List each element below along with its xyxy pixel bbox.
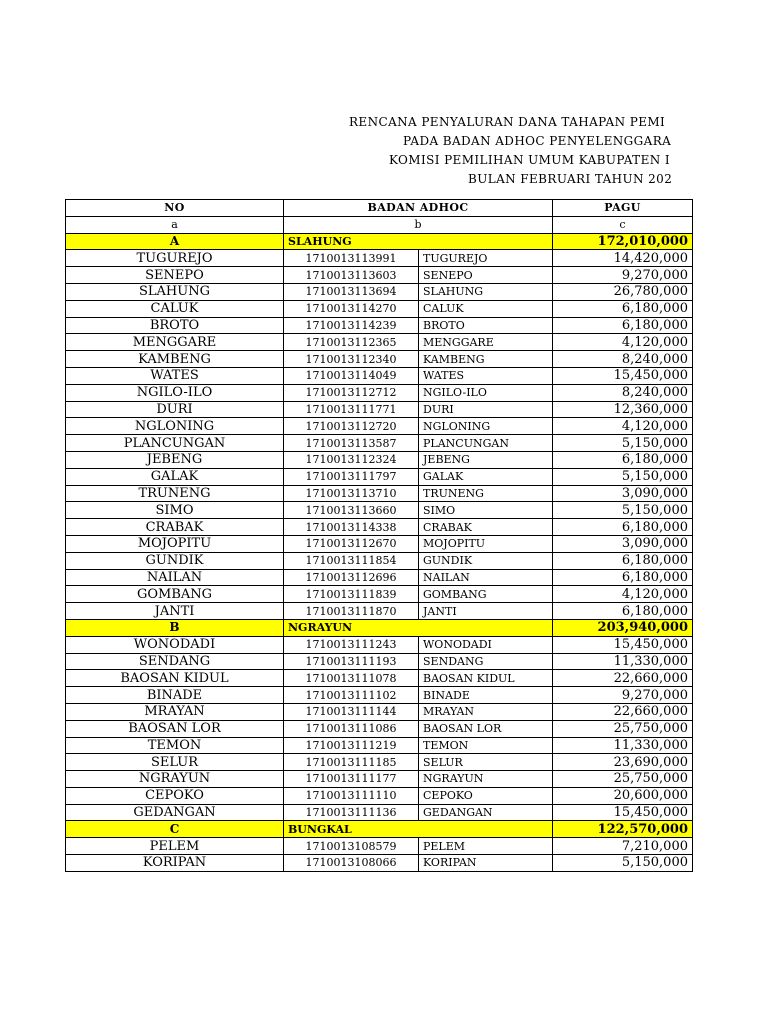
table-row: [66, 418, 693, 435]
row-name: KORIPAN: [419, 855, 553, 872]
table-row: [66, 804, 693, 821]
row-label: CRABAK: [66, 519, 284, 536]
row-label: SENEPO: [66, 267, 284, 284]
row-name: PLANCUNGAN: [419, 435, 553, 452]
row-code: 1710013111797: [284, 468, 419, 485]
row-name: SENDANG: [419, 653, 553, 670]
row-pagu: 22,660,000: [553, 670, 693, 687]
row-pagu: 12,360,000: [553, 401, 693, 418]
table-row: [66, 855, 693, 872]
row-pagu: 14,420,000: [553, 250, 693, 267]
row-code: 1710013114049: [284, 367, 419, 384]
document-title: [300, 113, 768, 189]
table-row: [66, 720, 693, 737]
section-row: [66, 619, 693, 636]
distribution-table: [65, 199, 693, 872]
row-name: NAILAN: [419, 569, 553, 586]
row-label: SELUR: [66, 754, 284, 771]
table-row: [66, 485, 693, 502]
row-name: WATES: [419, 367, 553, 384]
row-label: GEDANGAN: [66, 804, 284, 821]
row-name: BAOSAN KIDUL: [419, 670, 553, 687]
row-code: 1710013111771: [284, 401, 419, 418]
row-label: CEPOKO: [66, 787, 284, 804]
row-label: GALAK: [66, 468, 284, 485]
row-code: 1710013111854: [284, 552, 419, 569]
row-name: NGILO-ILO: [419, 384, 553, 401]
row-code: 1710013114338: [284, 519, 419, 536]
row-pagu: 4,120,000: [553, 418, 693, 435]
row-code: 1710013113587: [284, 435, 419, 452]
table-row: [66, 468, 693, 485]
row-name: SELUR: [419, 754, 553, 771]
row-code: 1710013113660: [284, 502, 419, 519]
row-code: 1710013112324: [284, 451, 419, 468]
row-pagu: 5,150,000: [553, 468, 693, 485]
row-label: WONODADI: [66, 636, 284, 653]
table-row: [66, 586, 693, 603]
row-name: GOMBANG: [419, 586, 553, 603]
row-label: PELEM: [66, 838, 284, 855]
title-line-1: RENCANA PENYALURAN DANA TAHAPAN PEMI: [349, 115, 666, 129]
row-label: SLAHUNG: [66, 283, 284, 300]
row-name: JEBENG: [419, 451, 553, 468]
row-label: MRAYAN: [66, 703, 284, 720]
row-code: 1710013114239: [284, 317, 419, 334]
row-name: WONODADI: [419, 636, 553, 653]
row-code: 1710013111839: [284, 586, 419, 603]
row-code: 1710013108066: [284, 855, 419, 872]
row-label: DURI: [66, 401, 284, 418]
table-row: [66, 317, 693, 334]
row-name: GALAK: [419, 468, 553, 485]
row-pagu: 5,150,000: [553, 502, 693, 519]
row-code: 1710013111136: [284, 804, 419, 821]
row-code: 1710013112696: [284, 569, 419, 586]
row-label: SIMO: [66, 502, 284, 519]
row-label: PLANCUNGAN: [66, 435, 284, 452]
row-name: NGRAYUN: [419, 771, 553, 788]
row-label: WATES: [66, 367, 284, 384]
row-pagu: 20,600,000: [553, 787, 693, 804]
row-label: JEBENG: [66, 451, 284, 468]
row-code: 1710013111102: [284, 687, 419, 704]
row-name: MRAYAN: [419, 703, 553, 720]
row-label: TEMON: [66, 737, 284, 754]
row-name: TRUNENG: [419, 485, 553, 502]
row-pagu: 9,270,000: [553, 687, 693, 704]
row-name: BROTO: [419, 317, 553, 334]
row-pagu: 25,750,000: [553, 771, 693, 788]
section-name: SLAHUNG: [284, 233, 553, 250]
row-label: SENDANG: [66, 653, 284, 670]
table-row: [66, 267, 693, 284]
section-row: [66, 821, 693, 838]
row-name: JANTI: [419, 603, 553, 620]
table-row: [66, 653, 693, 670]
row-label: TRUNENG: [66, 485, 284, 502]
row-name: CALUK: [419, 300, 553, 317]
table-row: [66, 636, 693, 653]
row-pagu: 6,180,000: [553, 300, 693, 317]
row-code: 1710013111177: [284, 771, 419, 788]
row-code: 1710013111870: [284, 603, 419, 620]
row-label: CALUK: [66, 300, 284, 317]
row-code: 1710013111086: [284, 720, 419, 737]
header-badan-adhoc: BADAN ADHOC: [284, 200, 553, 217]
table-row: [66, 435, 693, 452]
row-name: NGLONING: [419, 418, 553, 435]
row-pagu: 6,180,000: [553, 603, 693, 620]
table-row: [66, 283, 693, 300]
row-pagu: 6,180,000: [553, 317, 693, 334]
table-row: [66, 519, 693, 536]
row-pagu: 23,690,000: [553, 754, 693, 771]
row-pagu: 11,330,000: [553, 653, 693, 670]
row-pagu: 3,090,000: [553, 535, 693, 552]
table-row: [66, 300, 693, 317]
column-letter-row: [66, 216, 693, 233]
row-pagu: 6,180,000: [553, 569, 693, 586]
row-pagu: 5,150,000: [553, 435, 693, 452]
row-name: GUNDIK: [419, 552, 553, 569]
row-code: 1710013112340: [284, 351, 419, 368]
row-label: NGRAYUN: [66, 771, 284, 788]
row-name: KAMBENG: [419, 351, 553, 368]
row-code: 1710013111110: [284, 787, 419, 804]
title-line-4: BULAN FEBRUARI TAHUN 202: [468, 172, 673, 186]
row-code: 1710013113710: [284, 485, 419, 502]
table-row: [66, 670, 693, 687]
header-row: [66, 200, 693, 217]
row-pagu: 6,180,000: [553, 552, 693, 569]
table-row: [66, 703, 693, 720]
table-row: [66, 351, 693, 368]
header-no: NO: [66, 200, 284, 217]
row-pagu: 22,660,000: [553, 703, 693, 720]
row-code: 1710013108579: [284, 838, 419, 855]
row-pagu: 25,750,000: [553, 720, 693, 737]
row-pagu: 3,090,000: [553, 485, 693, 502]
section-name: BUNGKAL: [284, 821, 553, 838]
table-row: [66, 737, 693, 754]
title-line-2: PADA BADAN ADHOC PENYELENGGARA: [403, 134, 672, 148]
row-pagu: 6,180,000: [553, 519, 693, 536]
row-label: KAMBENG: [66, 351, 284, 368]
row-code: 1710013112365: [284, 334, 419, 351]
table-body: [66, 233, 693, 871]
row-pagu: 8,240,000: [553, 384, 693, 401]
row-label: NGILO-ILO: [66, 384, 284, 401]
column-letter-b: b: [284, 216, 553, 233]
row-code: 1710013112720: [284, 418, 419, 435]
row-pagu: 4,120,000: [553, 586, 693, 603]
row-code: 1710013112670: [284, 535, 419, 552]
row-label: NGLONING: [66, 418, 284, 435]
row-name: BAOSAN LOR: [419, 720, 553, 737]
row-name: SIMO: [419, 502, 553, 519]
table-row: [66, 502, 693, 519]
row-code: 1710013111243: [284, 636, 419, 653]
row-name: MENGGARE: [419, 334, 553, 351]
table-row: [66, 552, 693, 569]
section-total: 172,010,000: [553, 233, 693, 250]
row-name: SENEPO: [419, 267, 553, 284]
table-row: [66, 569, 693, 586]
section-total: 203,940,000: [553, 619, 693, 636]
row-name: BINADE: [419, 687, 553, 704]
row-label: TUGUREJO: [66, 250, 284, 267]
table-row: [66, 787, 693, 804]
row-code: 1710013113991: [284, 250, 419, 267]
row-pagu: 5,150,000: [553, 855, 693, 872]
section-name: NGRAYUN: [284, 619, 553, 636]
row-code: 1710013111144: [284, 703, 419, 720]
row-code: 1710013111185: [284, 754, 419, 771]
row-code: 1710013111078: [284, 670, 419, 687]
row-pagu: 15,450,000: [553, 804, 693, 821]
header-pagu: PAGU: [553, 200, 693, 217]
row-label: BAOSAN LOR: [66, 720, 284, 737]
row-pagu: 26,780,000: [553, 283, 693, 300]
row-pagu: 9,270,000: [553, 267, 693, 284]
row-pagu: 11,330,000: [553, 737, 693, 754]
row-label: MOJOPITU: [66, 535, 284, 552]
table-row: [66, 367, 693, 384]
row-name: TEMON: [419, 737, 553, 754]
row-pagu: 15,450,000: [553, 636, 693, 653]
row-pagu: 7,210,000: [553, 838, 693, 855]
row-label: KORIPAN: [66, 855, 284, 872]
row-code: 1710013113694: [284, 283, 419, 300]
section-row: [66, 233, 693, 250]
section-letter: A: [66, 233, 284, 250]
row-label: JANTI: [66, 603, 284, 620]
column-letter-c: c: [553, 216, 693, 233]
row-label: BAOSAN KIDUL: [66, 670, 284, 687]
row-name: TUGUREJO: [419, 250, 553, 267]
row-code: 1710013111219: [284, 737, 419, 754]
section-letter: C: [66, 821, 284, 838]
table-row: [66, 334, 693, 351]
column-letter-a: a: [66, 216, 284, 233]
table-row: [66, 603, 693, 620]
row-pagu: 15,450,000: [553, 367, 693, 384]
row-name: CRABAK: [419, 519, 553, 536]
row-code: 1710013111193: [284, 653, 419, 670]
row-label: BINADE: [66, 687, 284, 704]
row-pagu: 4,120,000: [553, 334, 693, 351]
table-row: [66, 687, 693, 704]
row-name: MOJOPITU: [419, 535, 553, 552]
table-row: [66, 451, 693, 468]
table-row: [66, 838, 693, 855]
row-code: 1710013113603: [284, 267, 419, 284]
row-pagu: 6,180,000: [553, 451, 693, 468]
table-row: [66, 754, 693, 771]
row-label: NAILAN: [66, 569, 284, 586]
row-label: BROTO: [66, 317, 284, 334]
row-label: MENGGARE: [66, 334, 284, 351]
row-label: GUNDIK: [66, 552, 284, 569]
row-name: GEDANGAN: [419, 804, 553, 821]
row-name: CEPOKO: [419, 787, 553, 804]
row-code: 1710013114270: [284, 300, 419, 317]
table-row: [66, 384, 693, 401]
row-name: SLAHUNG: [419, 283, 553, 300]
table-row: [66, 250, 693, 267]
section-letter: B: [66, 619, 284, 636]
table-row: [66, 535, 693, 552]
section-total: 122,570,000: [553, 821, 693, 838]
row-code: 1710013112712: [284, 384, 419, 401]
table-row: [66, 771, 693, 788]
row-name: DURI: [419, 401, 553, 418]
row-pagu: 8,240,000: [553, 351, 693, 368]
row-name: PELEM: [419, 838, 553, 855]
row-label: GOMBANG: [66, 586, 284, 603]
title-line-3: KOMISI PEMILIHAN UMUM KABUPATEN I: [389, 153, 670, 167]
table-row: [66, 401, 693, 418]
